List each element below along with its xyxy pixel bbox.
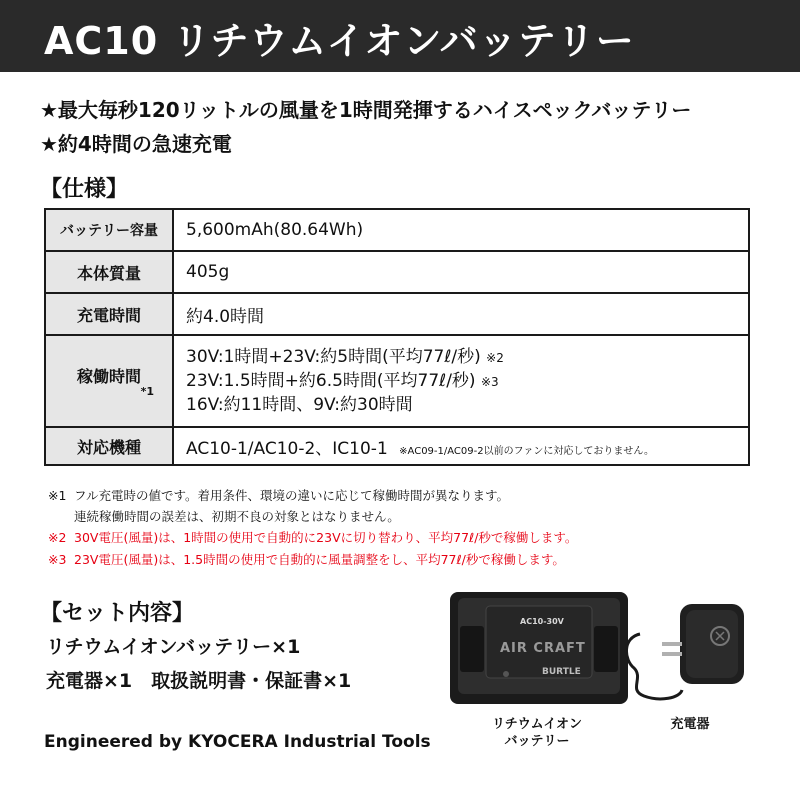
spec-row-weight [45,251,749,293]
spec-value-operation [173,335,749,427]
compat-note: ※AC09-1/AC09-2以前のファンに対応しておりません。 [399,445,655,457]
spec-row-charge-time [45,293,749,335]
compat-models: AC10-1/AC10-2、IC10-1 [186,438,388,459]
footnote-mark: ※2 [48,530,67,545]
footnote-text: 30V電圧(風量)は、1時間の使用で自動的に23Vに切り替わり、平均77ℓ/秒で稼働します。 [74,530,578,545]
charger-caption: 充電器 [670,717,710,732]
battery-image [448,588,630,708]
feature-fast-charge: ★約4時間の急速充電 [40,132,232,156]
footnote-1-cont [48,507,400,525]
spec-value-weight: 405g [173,251,749,293]
spec-label-weight: 本体質量 [45,251,173,293]
operation-line-note: ※2 [486,350,504,365]
spec-label-compat: 対応機種 [45,427,173,465]
spec-label-capacity: バッテリー容量 [45,209,173,251]
footer-credit: Engineered by KYOCERA Industrial Tools [44,732,431,752]
battery-side-slot [460,626,484,672]
spec-heading: 【仕様】 [40,177,129,202]
operation-line [186,370,748,394]
feature-airflow: ★最大毎秒120リットルの風量を1時間発揮するハイスペックバッテリー [40,98,692,122]
battery-logo: AIR CRAFT [500,641,586,656]
battery-caption [472,716,602,750]
operation-line [186,346,748,370]
footnote-mark: ※1 [48,488,67,503]
spec-row-compat [45,427,749,465]
battery-model-label: AC10-30V [520,617,564,626]
battery-side-slot [594,626,618,672]
page-title: AC10 リチウムイオンバッテリー [44,19,635,63]
charger-prong [662,652,682,656]
footnote-2 [48,528,577,546]
spec-label-operation-text: 稼働時間 [76,367,141,386]
spec-row-operation [45,335,749,427]
battery-led-icon [503,671,509,677]
operation-line-text: 23V:1.5時間+約6.5時間(平均77ℓ/秒) [186,370,476,391]
operation-line [186,394,748,417]
spec-value-capacity: 5,600mAh(80.64Wh) [173,209,749,251]
spec-value-compat [173,427,749,465]
spec-value-charge-time: 約4.0時間 [173,293,749,335]
spec-label-operation-note: *1 [140,385,154,398]
charger-face [686,610,738,678]
footnote-text: 連続稼働時間の誤差は、初期不良の対象とはなりません。 [74,509,400,524]
battery-caption-line: リチウムイオン [492,717,582,732]
footnote-text: 23V電圧(風量)は、1.5時間の使用で自動的に風量調整をし、平均77ℓ/秒で稼働します。 [74,552,565,567]
operation-line-text: 30V:1時間+23V:約5時間(平均77ℓ/秒) [186,346,481,367]
set-item-battery: リチウムイオンバッテリー×1 [46,636,301,658]
spec-label-operation [45,335,173,427]
footnote-1 [48,486,509,504]
charger-image [620,598,760,708]
spec-label-charge-time: 充電時間 [45,293,173,335]
charger-prong [662,642,682,646]
footnote-mark: ※3 [48,552,67,567]
set-item-charger-docs: 充電器×1 取扱説明書・保証書×1 [46,670,352,692]
operation-line-text: 16V:約11時間、9V:約30時間 [186,394,413,415]
spec-row-capacity [45,209,749,251]
title-bar [0,0,800,72]
spec-table [44,208,750,466]
footnote-3 [48,550,565,568]
operation-line-note: ※3 [480,374,499,389]
set-contents-heading: 【セット内容】 [40,601,195,626]
footnote-text: フル充電時の値です。着用条件、環境の違いに応じて稼働時間が異なります。 [74,488,510,503]
battery-brand: BURTLE [542,667,581,677]
battery-caption-line: バッテリー [504,734,570,749]
